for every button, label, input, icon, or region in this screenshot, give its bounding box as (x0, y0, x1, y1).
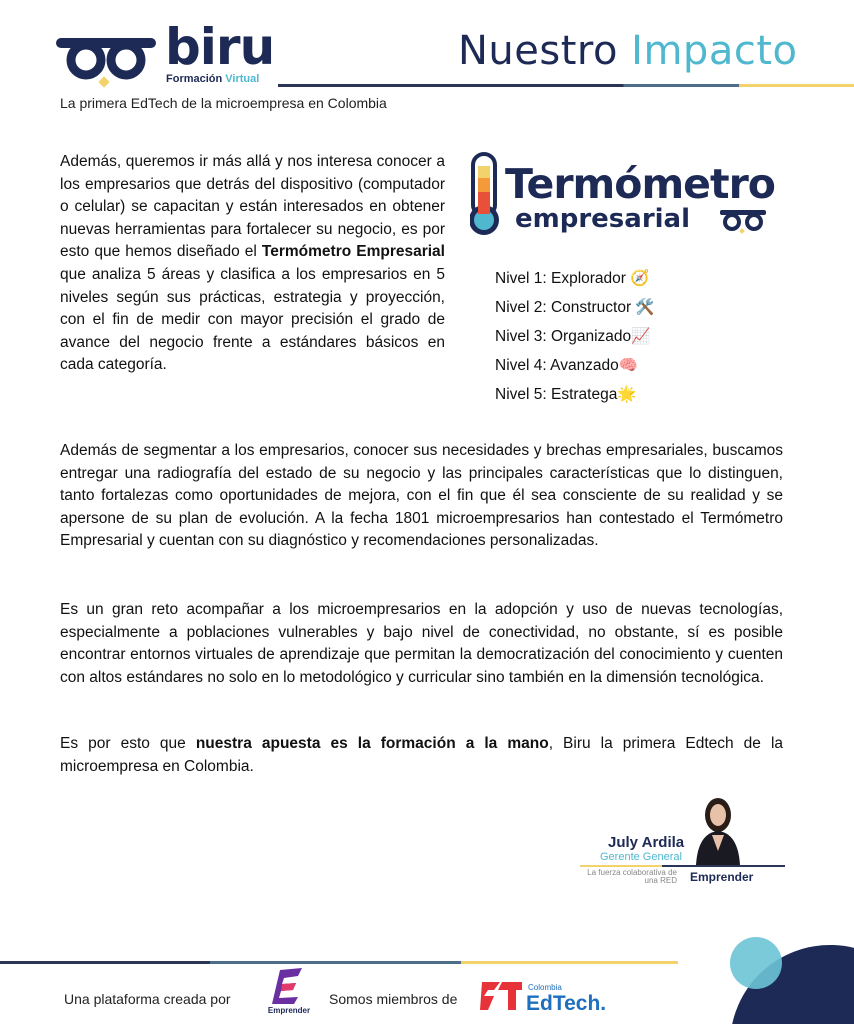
signature-tagline: La fuerza colaborativa de una RED (587, 868, 677, 885)
level-item: Nivel 3: Organizado📈 (495, 328, 651, 345)
paragraph-thermometer: Además, queremos ir más allá y nos interesa conocer a los empresarios que detrás del dispositivo (computador o celular) se capacitan y están interesados en obtener nuevas herramientas para fortalecer su negocio, es por esto que hemos diseñado el Termómetro Empresarial que analiza 5 áreas y clasifica a los empresarios en 5 niveles según sus prácticas, estrategia y proyección, con el fin de medir con mayor precisión el grado de avance del negocio frente a estándares básicos en cada categoría. (60, 153, 445, 374)
signature-divider (580, 865, 785, 867)
decorative-circles (730, 935, 854, 1024)
paragraph-challenge: Es un gran reto acompañar a los microempresarios en la adopción y uso de nuevas tecnologías, especialmente a poblaciones vulnerables y bajo nivel de conectividad, no obstante, sí es posible encontrar entornos virtuales de aprendizaje que permitan la democratización del conocimiento y cuenten con altos estándares no solo en lo metodológico y curricular sino también en la dimensión tecnológica. (60, 601, 783, 686)
emprender-logo-icon (262, 966, 317, 1018)
footer-divider (0, 961, 678, 964)
signature-role: Gerente General (600, 851, 682, 863)
edtech-colombia-logo-icon (480, 976, 620, 1016)
svg-text:Colombia: Colombia (528, 983, 562, 992)
star-icon: 🌟 (617, 386, 637, 403)
signature-name: July Ardila (608, 834, 685, 851)
brain-icon: 🧠 (618, 357, 639, 374)
footer-created-by: Una plataforma creada por (64, 991, 231, 1007)
paragraph-segmentation: Además de segmentar a los empresarios, conocer sus necesidades y brechas empresariales, buscamos entregar una radiografía del estado de su negocio y las principales características que lo distinguen, tanto fortalezas como oportunidades de mejora, con el fin que él sea consciente de su realidad y se apersone de su plan de evolución. A la fecha 1801 microempresarios han contestado el Termómetro Empresarial y cuentan con su diagnóstico y recomendaciones personalizadas. (60, 442, 783, 550)
level-item: Nivel 2: Constructor 🛠️ (495, 299, 655, 316)
svg-text:Emprender: Emprender (267, 1006, 311, 1015)
biru-logo-text: biru (165, 18, 275, 76)
footer-members-of: Somos miembros de (329, 991, 458, 1007)
header-divider (278, 84, 854, 87)
avatar (692, 795, 744, 865)
level-item: Nivel 4: Avanzado🧠 (495, 357, 639, 374)
levels-list (495, 264, 655, 409)
thermometer-subtitle: empresarial (515, 204, 691, 234)
tagline: La primera EdTech de la microempresa en Colombia (60, 95, 387, 111)
page-title: Nuestro Impacto (458, 28, 798, 74)
level-item: Nivel 1: Explorador 🧭 (495, 270, 650, 287)
thermometer-title: Termómetro (505, 160, 775, 208)
signature-brand: Emprender (690, 870, 754, 884)
svg-text:EdTech.: EdTech. (526, 992, 607, 1015)
biru-logo-subtitle: Formación Virtual (166, 73, 260, 85)
compass-icon: 🧭 (630, 270, 650, 287)
tools-icon: 🛠️ (635, 299, 655, 316)
chart-up-icon: 📈 (631, 328, 651, 345)
level-item: Nivel 5: Estratega🌟 (495, 386, 637, 403)
paragraph-conclusion: Es por esto que nuestra apuesta es la formación a la mano, Biru la primera Edtech de la microempresa en Colombia. (60, 735, 784, 775)
